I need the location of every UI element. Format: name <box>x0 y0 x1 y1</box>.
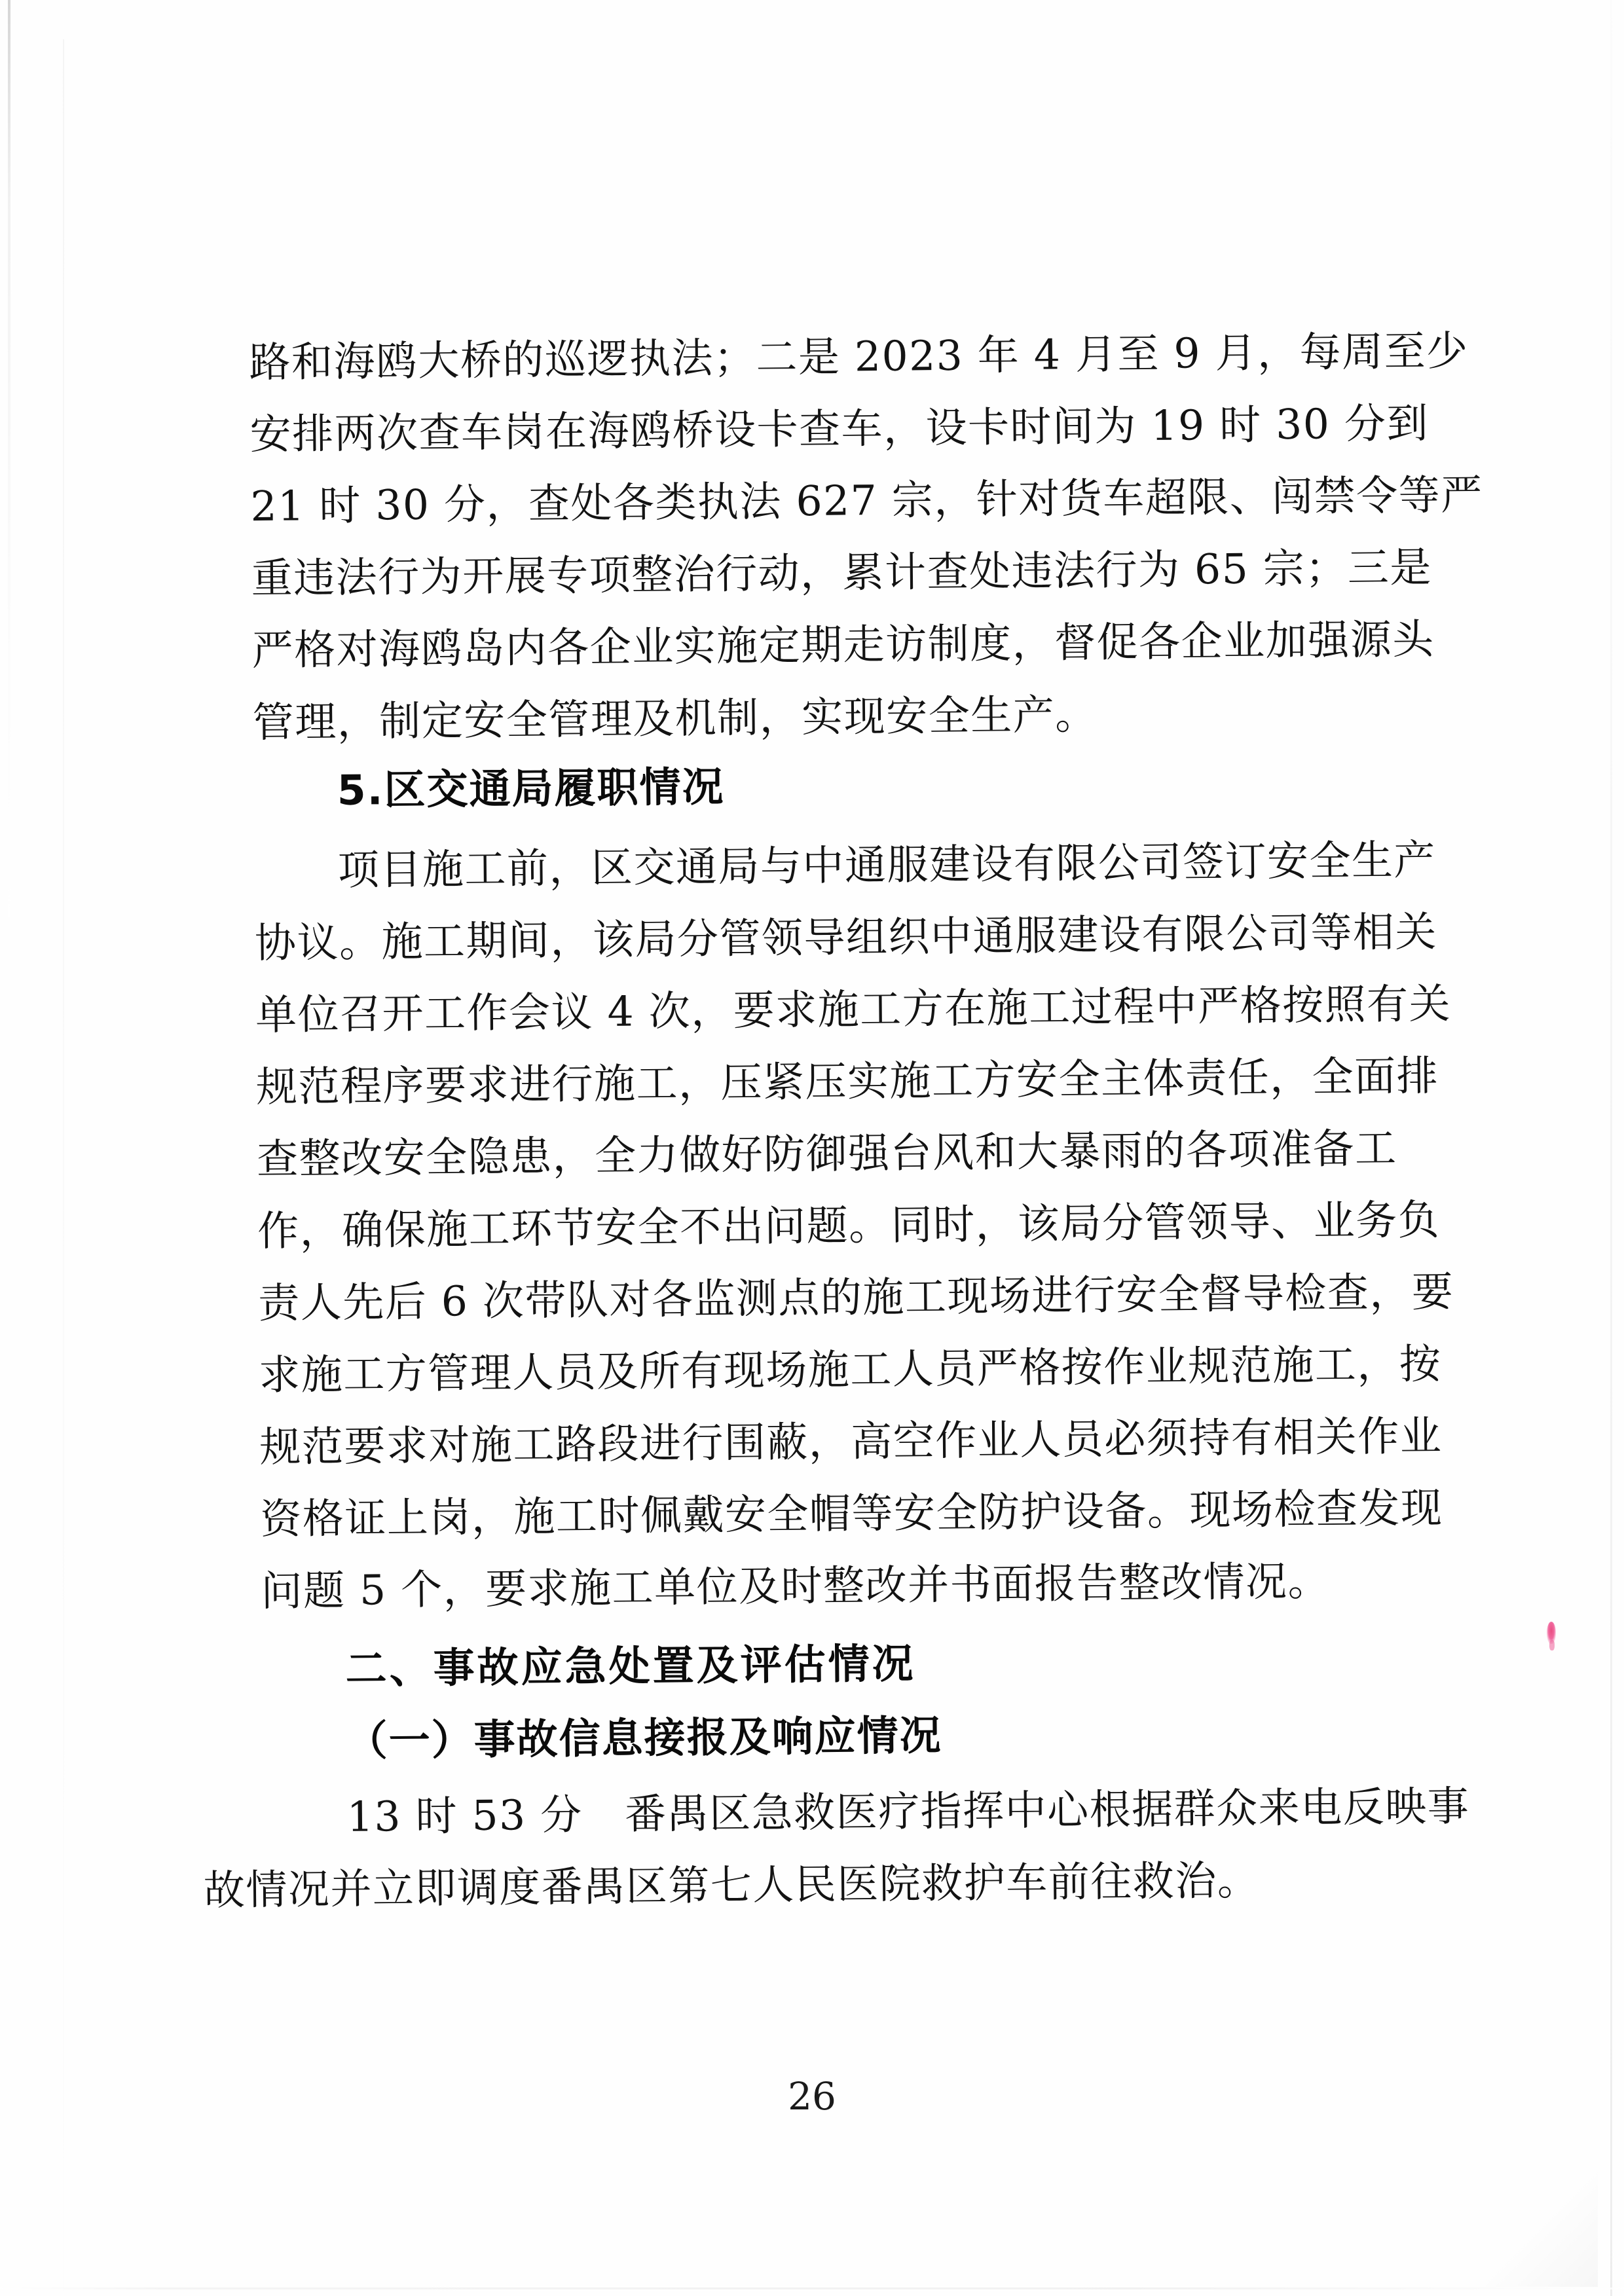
paragraph-line: 作，确保施工环节安全不出问题。同时，该局分管领导、业务负 <box>257 1195 1441 1256</box>
paragraph-line: 规范程序要求进行施工，压紧压实施工方安全主体责任，全面排 <box>255 1051 1439 1112</box>
section-heading-5: 5.区交通局履职情况 <box>337 763 725 814</box>
paragraph-line: 重违法行为开展专项整治行动，累计查处违法行为 65 宗；三是 <box>251 543 1433 603</box>
paragraph-line: 管理，制定安全管理及机制，实现安全生产。 <box>252 690 1098 747</box>
section-heading-two: 二、事故应急处置及评估情况 <box>345 1639 916 1693</box>
red-ink-margin-mark-tail <box>1549 1640 1555 1650</box>
paragraph-line: 求施工方管理人员及所有现场施工人员严格按作业规范施工，按 <box>258 1339 1442 1400</box>
paragraph-line: 故情况并立即调度番禺区第七人民医院救护车前往救治。 <box>203 1856 1260 1914</box>
paragraph-line: 13 时 53 分 番禺区急救医疗指挥中心根据群众来电反映事 <box>346 1782 1470 1841</box>
paragraph-line: 安排两次查车岗在海鸥桥设卡查车，设卡时间为 19 时 30 分到 <box>249 399 1430 459</box>
paragraph-line: 资格证上岗，施工时佩戴安全帽等安全防护设备。现场检查发现 <box>260 1484 1443 1544</box>
paragraph-line: 责人先后 6 次带队对各监测点的施工现场进行安全督导检查，要 <box>257 1267 1454 1328</box>
paragraph-line: 规范要求对施工路段进行围蔽，高空作业人员必须持有相关作业 <box>259 1412 1443 1472</box>
paragraph-line: 项目施工前，区交通局与中通服建设有限公司签订安全生产 <box>337 835 1437 894</box>
paragraph-line: 路和海鸥大桥的巡逻执法；二是 2023 年 4 月至 9 月，每周至少 <box>249 327 1469 387</box>
paragraph-line: 查整改安全隐患，全力做好防御强台风和大暴雨的各项准备工 <box>256 1124 1397 1184</box>
page-number: 26 <box>788 2074 836 2119</box>
subsection-heading-one: （一）事故信息接报及响应情况 <box>346 1711 943 1765</box>
paragraph-line: 严格对海鸥岛内各企业实施定期走访制度，督促各企业加强源头 <box>251 615 1435 675</box>
paragraph-line: 协议。施工期间，该局分管领导组织中通服建设有限公司等相关 <box>254 907 1438 968</box>
paragraph-line: 问题 5 个，要求施工单位及时整改并书面报告整改情况。 <box>261 1557 1331 1616</box>
paragraph-line: 21 时 30 分，查处各类执法 627 宗，针对货车超限、闯禁令等严 <box>250 471 1484 531</box>
paragraph-line: 单位召开工作会议 4 次，要求施工方在施工过程中严格按照有关 <box>255 979 1452 1040</box>
